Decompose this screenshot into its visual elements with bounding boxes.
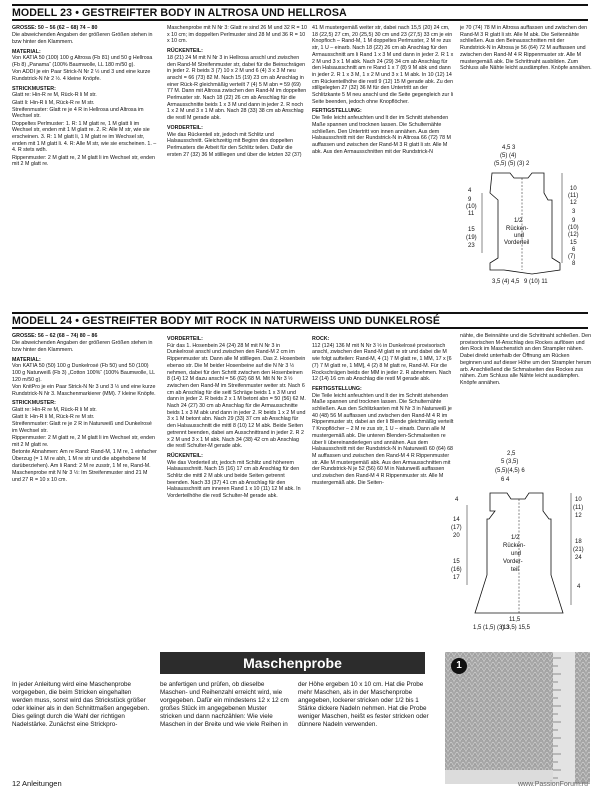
m24-sch-bottom3: 1,5 (1,5) (3) 3 xyxy=(473,625,510,631)
m23-sch-left2-2: 23 xyxy=(468,243,475,249)
section-label: VORDERTEIL: xyxy=(167,336,203,342)
page-number: 12 xyxy=(12,779,21,788)
m24-sch-right-5: 24 xyxy=(575,555,582,561)
m24-sch-top4: 6 4 xyxy=(501,477,510,483)
paragraph: Glatt re: Hin-R re M, Rück-R li M str. xyxy=(12,407,97,414)
model-23-column-4 xyxy=(460,25,592,145)
section-label: RÜCKENTEIL: xyxy=(167,452,203,459)
model-24-schematic xyxy=(445,445,595,645)
m23-sch-left-2: (10) xyxy=(466,204,477,210)
paragraph: Doppeltes Perlmuster: 1. R: 1 M glatt re, 1 M glatt li im Wechsel str, enden mit 1 M glatt re. 2. R: Alle M str, wie sie erscheinen. 3. R: 1 M glatt li, 1 M glatt re im Wechsel str, enden mit 1 M glatt li. 4. R: Alle M str, wie sie erscheinen. 1. – 4. R stets wdh. xyxy=(12,120,157,154)
model-23-heading: MODELL 23 • GESTREIFTER BODY IN ALTROSA UND HELLROSA xyxy=(12,4,588,21)
paragraph: Streifenmuster: Glatt re je 4 R in Hellrosa und Altrosa im Wechsel str. xyxy=(12,106,144,120)
m23-sch-top2: (5) (4) xyxy=(500,153,517,159)
paragraph: Rippenmuster: 2 M glatt re, 2 M glatt li im Wechsel str, enden mit 2 M glatt re. xyxy=(12,154,155,168)
m23-sch-bottom2: 9 (10) 11 xyxy=(524,279,548,285)
m24-sch-left-0: 4 xyxy=(455,497,459,503)
m23-sch-left2-1: (19) xyxy=(466,235,477,241)
m24-sch-label-4: teil xyxy=(511,567,519,573)
m24-sch-left2-2: 17 xyxy=(453,575,460,581)
m23-sch-right-5: (10) xyxy=(568,225,579,231)
section-label: STRICKMUSTER: xyxy=(12,85,56,92)
paragraph: 18 (21) 24 M mit N Nr 3 in Hellrosa anschl und zwischen den Rand-M Streifenmuster str, dabei für die Beinschrägen in jeder 2. R beids 3 (7) 10 x 2 M und 6 (4) 3 x 3 M neu anschl = 66 (73) 82 M. Nach 15 (19) 23 cm ab Anschlag in einer Rück-R gleichmäßig verteilt 7 (4) 5 M abn = 59 (69) 77 M. Dann mit Altrosa zwischen den Rand-M im doppelten Perlmuster str. Nach 18 (22) 26 cm ab Anschlag für die Armausschnitte beids 1 x 3 M und dann in jeder 2. R noch 1 x 2 M und 3 x 1 M abn. Nach 28 (33) 38 cm ab Anschlag die restl M gerade abk. xyxy=(167,54,307,122)
section-label: FERTIGSTELLUNG: xyxy=(312,385,362,392)
m24-sch-bottom: 11,5 xyxy=(509,617,521,623)
paragraph: 112 (124) 136 M mit N Nr 3 ½ in Dunkelrosé provisorisch anschl, zwischen den Rand-M glatt re str und dabei die M wie folgt aufteilen: Rand-M, 4 (1) 7 M glatt re, 1 MM, 17 x [6 (7) 7 M glatt re, 1 MM], 4 (2) 8 M glatt re, Rand-M. Für die Rockschrägen beids der MM in jeder 2. R abnehmen. Nach 12 (14) 16 cm ab Anschlag die restl M gerade abk. xyxy=(312,342,452,383)
m24-sch-top3: (5,5)(4,5) 6 xyxy=(495,468,525,474)
paragraph: Glatt li: Hin-R li M, Rück-R re M str. xyxy=(12,414,95,421)
m24-sch-right-2: 12 xyxy=(575,513,582,519)
paragraph: GRÖSSE: 50 – 56 (62 – 68) 74 – 80 xyxy=(12,25,98,31)
m24-sch-left2-0: 15 xyxy=(453,559,460,565)
m24-sch-left-2: (17) xyxy=(451,525,462,531)
paragraph: Glatt li: Hin-R li M, Rück-R re M str. xyxy=(12,99,95,106)
paragraph: Die Teile leicht anfeuchten und lt der im Schnitt stehenden Maße spannen und trocknen lassen. Die Schulternähte schließen. Den Untertritt von innen annähen. Aus dem Halsausschnitt mit der Rundstrick-N in Altrosa 66 (72) 78 M auffassen und zwischen der Rand-M 3 R glatt li str. Alle M abk. Aus den Armausschnitten mit der Rundstrick-N xyxy=(312,115,451,155)
m23-sch-right-1: (11) xyxy=(568,193,579,199)
m23-sch-half: 1/2 xyxy=(514,218,523,224)
m23-sch-left2-0: 15 xyxy=(468,227,475,233)
model-24-column-2 xyxy=(167,333,307,645)
maschenprobe-column-1: In jeder Anleitung wird eine Maschenprobe vorgegeben, die beim Stricken eingehalten werden muss, sonst wird das Strickstück größer oder kleiner als in den Schnittmaßen angegeben. Dies gelingt durch die Wahl der richtigen Nadelstärke. Zunächst eine Strickpro- xyxy=(12,681,150,728)
m23-sch-top: 4,5 3 xyxy=(502,145,516,151)
model-24-column-4 xyxy=(460,333,592,443)
m23-sch-label-2: und xyxy=(514,233,525,239)
m23-sch-right-8: 6 xyxy=(572,247,576,253)
model-24-heading: MODELL 24 • GESTREIFTER BODY MIT ROCK IN NATURWEISS UND DUNKELROSÉ xyxy=(12,312,588,329)
section-label: FERTIGSTELLUNG: xyxy=(312,108,362,115)
m24-sch-label-1: Rücken- xyxy=(503,543,526,549)
section-label: ROCK: xyxy=(312,336,330,342)
paragraph: Von KnitPro je ein Paar Strick-N Nr 3 und 3 ½ und eine kurze Rundstrick-N Nr 3. Maschenmarkierer (MM). 7 kleine Knöpfe. xyxy=(12,383,156,397)
m23-sch-left-0: 4 xyxy=(468,188,472,194)
m24-sch-right-4: (21) xyxy=(573,547,584,553)
m24-sch-label-2: und xyxy=(511,551,522,557)
paragraph: Wie das Vorderteil str, jedoch mit Schlitz und höherem Halsausschnitt. Nach 15 (16) 17 cm ab Anschlag für den Schlitz die mittl 2 M abk und beide Seiten getrennt beenden. Nach 33 (37) 41 cm ab Anschlag für den Halsausschnitt am inneren Rand 1 x 10 (11) 12 M abk. In Vorderteilhöhe die restl Schulter-M gerade abk. xyxy=(167,459,301,500)
maschenprobe-column-2: be anfertigen und prüfen, ob dieselbe Maschen- und Reihenzahl erreicht wird, wie vorgegeben. Dafür ein mindestens 12 x 12 cm großes Stück im angegebenen Muster stricken und dann nachzählen: Wie viele Maschen in der Breite und wie viele Reihen in xyxy=(160,681,289,728)
page-footer xyxy=(12,779,62,788)
m24-sch-left-3: 20 xyxy=(453,533,460,539)
model-23-schematic xyxy=(452,138,597,298)
photo-number-badge: 1 xyxy=(451,658,467,674)
paragraph: Die Teile leicht anfeuchten und lt der im Schnitt stehenden Maße spannen und trocknen lassen. Die Schulternähte schließen. Aus den Schlitzkanten mit N Nr 3 in Naturweiß je 40 (48) 56 M auffassen und zwischen den Rand-M 4 R im Rippenmuster str, dabei an der li Blende gleichmäßig verteilt 7 Knopflöcher – 2 M re zus str, 1 U – einarb. Dann alle M mustergemäß abk. Die unteren Blenden-Schmalseiten re über li übereinanderlegen und annähen. Aus dem Halsausschnitt mit der Rundstrick-N in Naturweiß 60 (64) 68 M auffassen und zwischen den Rand-M 4 R Rippenmuster str. Alle M mustergemäß abk. Aus den Armausschnitten mit der Rundstrick-N je 52 (56) 60 M in Naturweiß auffassen und zwischen den Rand-M 4 R Rippenmuster str. Alle M mustergemäß abk. Die Seiten- xyxy=(312,392,454,486)
paragraph: GRÖSSE: 56 – 62 (68 – 74) 80 – 86 xyxy=(12,333,98,339)
m24-sch-top2: 5 (3,5) xyxy=(501,459,519,465)
section-label: RÜCKENTEIL: xyxy=(167,48,203,55)
m23-sch-right-0: 10 xyxy=(570,186,577,192)
m24-sch-top: 2,5 xyxy=(507,451,516,457)
m23-sch-right-4: 9 xyxy=(572,218,576,224)
m23-sch-right-6: (12) xyxy=(568,232,579,238)
m24-sch-right-3: 18 xyxy=(575,539,582,545)
model-24-column-3 xyxy=(312,333,454,645)
paragraph: 41 M mustergemäß weiter str, dabei nach 15,5 (20) 24 cm, 18 (22,5) 27 cm, 20 (25,5) 30 cm und 23 (27,5) 33 cm je ein Knopfloch – Rand-M, 1 M doppeltes Perlmuster, 2 M re zus str, 1 U – einarb. Nach 18 (22) 26 cm ab Anschlag für den Armausschnitt am li Rand 1 x 3 M und dann in jeder 2. R 1 x 2 M und 3 x 1 M abk. Nach 24 (29) 34 cm ab Anschlag für den Halsausschnitt am re Rand 1 x 7 (8) 9 M abk und dann in jeder 2. R 1 x 3 M, 1 x 2 M und 3 x 1 M abk. In 10 (12) 14 cm Rückenteilhöhe die restl 9 (12) 15 M gerade abk. Zu den stillgelegten 27 (32) 36 M für den Untertritt an der Schlitzkante 5 M neu anschl und die Seite gegengleich zur li Seite beenden, jedoch ohne Knopflöcher. xyxy=(312,25,454,105)
paragraph: nähte, die Beinnähte und die Schrittnaht schließen. Den provisorischen M-Anschlag des Rockes auflösen und den Rock im Maschenstich an den Strampler nähen. Dabei direkt unterhalb der Öffnung am Rücken beginnen und auf dieser Höhe um den Strampler herum arb. Anschließend die Schmalseiten des Rockes zus nähen. Zum Schluss alle Nähte leicht ausdämpfen. Knöpfe annähen. xyxy=(460,333,592,386)
m24-sch-label-3: Vorder- xyxy=(503,559,523,565)
paragraph: Streifenmuster: Glatt re je 2 R in Naturweiß und Dunkelrosé im Wechsel str. xyxy=(12,421,152,435)
section-label: VORDERTEIL: xyxy=(167,124,203,131)
model-24-column-1 xyxy=(12,333,157,645)
m23-sch-label-1: Rücken- xyxy=(506,226,529,232)
m23-sch-left-1: 9 xyxy=(468,197,472,203)
m24-sch-right-1: (11) xyxy=(573,505,584,511)
m24-sch-left2-1: (16) xyxy=(451,567,462,573)
paragraph: Glatt re: Hin-R re M, Rück-R li M str. xyxy=(12,92,97,99)
model-23-column-3 xyxy=(312,25,454,310)
footer-section: Anleitungen xyxy=(22,779,62,788)
m23-sch-left-3: 11 xyxy=(468,211,475,217)
m24-sch-bottom2: (13,5) 15,5 xyxy=(501,625,531,631)
m23-sch-bottom: 3,5 (4) 4,5 xyxy=(492,279,520,285)
m23-sch-right-10: 8 xyxy=(572,261,576,267)
m24-sch-right-0: 10 xyxy=(575,497,582,503)
m23-sch-top3: (5,5) (5) (3) 2 xyxy=(494,161,530,167)
model-23-column-1 xyxy=(12,25,157,310)
paragraph: Maschenprobe mit N Nr 3: Glatt re sind 26 M und 32 R = 10 x 10 cm; im doppelten Perlmuster sind 28 M und 36 R = 10 x 10 cm. xyxy=(167,25,307,45)
section-label: STRICKMUSTER: xyxy=(12,400,56,407)
m24-sch-left-1: 14 xyxy=(453,517,460,523)
m23-sch-right-3: 3 xyxy=(572,209,576,215)
paragraph: Von ADDI je ein Paar Strick-N Nr 2 ½ und 3 und eine kurze Rundstrick-N Nr 2 ½. 4 kleine Knöpfe. xyxy=(12,69,151,82)
paragraph: Rippenmuster: 2 M glatt re, 2 M glatt li im Wechsel str, enden mit 2 M glatt re. xyxy=(12,435,155,449)
m23-sch-right-2: 12 xyxy=(570,200,577,206)
watermark: www.PassionForum.ru xyxy=(517,781,588,788)
paragraph: Wie das Rückenteil str, jedoch mit Schlitz und Halsausschnitt. Gleichzeitig mit Beginn des doppelten Perlmusters die Arbeit für den Schlitz teilen. Dafür die ersten 27 (32) 36 M stilllegen und über die letzten 32 (37) xyxy=(167,131,302,158)
paragraph: je 70 (74) 78 M in Altrosa auffassen und zwischen den Rand-M 3 R glatt li str. Alle M abk. Die Seitennähte schließen. Aus den Beinausschnitten mit der Rundstrick-N in Altrosa je 56 (64) 72 M auffassen und zwischen den Rand-M 4 R Rippenmuster str. Alle M mustergemäß abk. Die Schrittnaht ausbilden. Zum Schluss alle Nähte leicht ausdämpfen. Knöpfe annähen. xyxy=(460,25,592,72)
m24-sch-right-6: 4 xyxy=(577,584,581,590)
knitting-gauge-photo xyxy=(445,652,590,784)
model-23-column-2 xyxy=(167,25,307,310)
maschenprobe-column-3: der Höhe ergeben 10 x 10 cm. Hat die Probe mehr Maschen, als in der Maschenprobe angegeben, lockerer stricken oder 1/2 bis 1 Stärke dickere Nadeln nehmen. Hat die Probe weniger Maschen, heißt es fester stricken oder dünnere Nadeln verwenden. xyxy=(298,681,429,728)
section-label: MATERIAL: xyxy=(12,356,41,363)
paragraph: Die abweichenden Angaben der größeren Größen stehen in bzw hinter den Klammern. xyxy=(12,340,153,353)
paragraph: Für das 1. Hosenbein 24 (24) 28 M mit N Nr 3 in Dunkelrosé anschl und zwischen den Rand-M 2 cm im Rippenmuster str. Dann alle M stilllegen. Das 2. Hosenbein ebenso str. Die M beider Hosenbeine auf die N Nr 3 ½ nehmen, dabei für den Schritt zwischen den Hosenbeinen 8 (14) 12 M dazu anschl = 56 (62) 68 M. Mit N Nr 3 ½ zwischen den Rand-M im Streifenmuster weiter str. Nach 6 cm ab Anschlag für die seitl Schräge beids 1 x 3 M und dann in jeder 2. R beids 2 x 1 M betont abn = 50 (56) 62 M. Nach 24 (27) 30 cm ab Anschlag für die Armausschnitte beids 1 x 3 M abk und dann in jeder 2. R beids 1 x 2 M und 3 x 1 M betont abn. Nach 29 (33) 37 cm ab Anschlag für den Halsausschnitt die mittl 8 (10) 12 M abk. Beide Seiten getrennt beenden, dabei am Ausschnittrand in jeder 2. R 2 x 2 M und 3 x 1 M abk. Nach 34 (38) 42 cm ab Anschlag die restl Schulter-M gerade abk. xyxy=(167,342,306,450)
m23-sch-right-9: (7) xyxy=(568,254,576,260)
paragraph: Von KATIA 50 (50) 100 g Dunkelrosé (Fb 50) und 50 (100) 100 g Naturweiß (Fb 3) „Cotton 100%“ (100% Baumwolle, LL 120 m/50 g). xyxy=(12,363,155,383)
m23-sch-right-7: 15 xyxy=(570,240,577,246)
paragraph: Die abweichenden Angaben der größeren Größen stehen in bzw hinter den Klammern. xyxy=(12,32,153,45)
m23-sch-label-3: Vorderteil xyxy=(504,240,530,246)
m24-sch-half: 1/2 xyxy=(511,535,520,541)
paragraph: Von KATIA 50 (100) 100 g Altrosa (Fb 81) und 50 g Hellrosa (Fb 8) „Panama“ (100% Baumwolle, LL 180 m/50 g). xyxy=(12,55,153,69)
paragraph: Maschenprobe mit N Nr 3 ½: Im Streifenmuster sind 21 M und 27 R = 10 x 10 cm. xyxy=(12,469,148,483)
maschenprobe-banner: Maschenprobe xyxy=(160,652,425,674)
paragraph: Betonte Abnahmen: Am re Rand: Rand-M, 1 M re, 1 einfacher Überzug (= 1 M re abh, 1 M re str und die abgehobene M darüberziehen). Am li Rand: 2 M re zusstr, 1 M re, Rand-M. xyxy=(12,449,157,469)
section-label: MATERIAL: xyxy=(12,48,41,55)
